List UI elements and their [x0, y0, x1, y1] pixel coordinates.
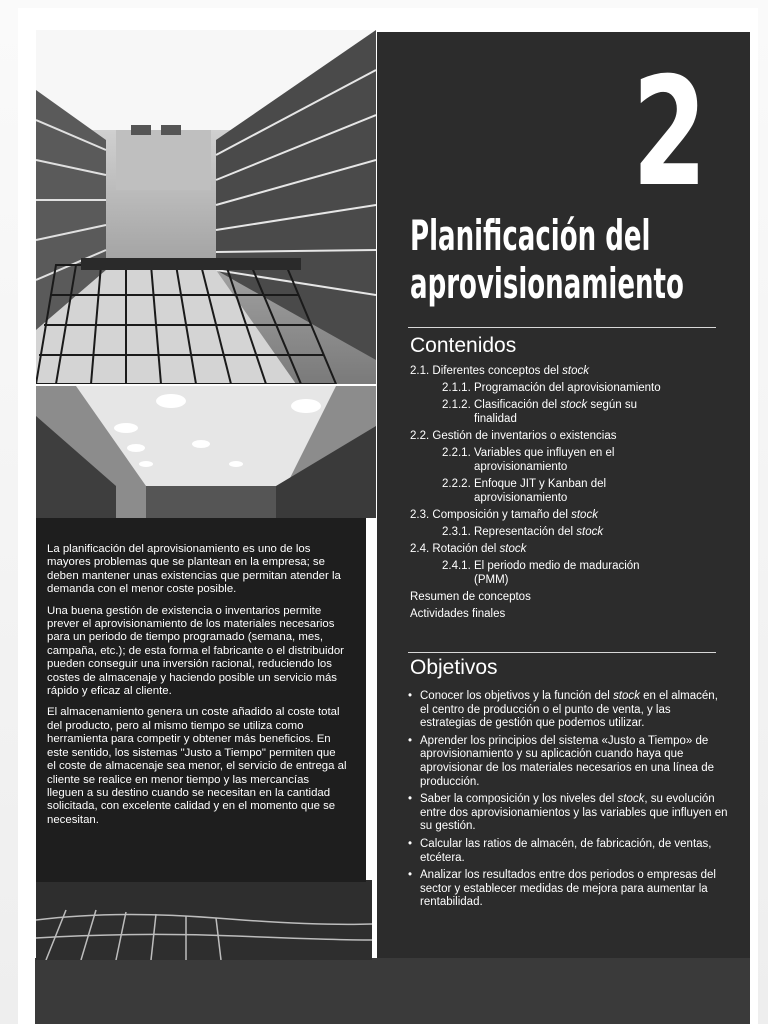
contents-item-text: Diferentes conceptos del: [432, 365, 563, 377]
objective-item: [408, 838, 730, 865]
contents-heading: Contenidos: [410, 334, 517, 357]
contents-item-number: 2.2.: [410, 430, 430, 442]
contents-item-emphasis: stock: [571, 509, 598, 521]
contents-item: [410, 508, 730, 522]
contents-item: [410, 590, 730, 604]
objective-text: en el almacén, el centro de producción o el punto de venta, y las estrategias de gestión que podemos utilizar.: [420, 690, 718, 730]
intro-paragraph: Una buena gestión de existencia o inventarios permite prever el aprovisionamiento de los materiales necesarios para un periodo de tiempo programado (semana, mes, campaña, etc.); de esta forma el fabricante o el distribuidor pueden conseguir una inversión racional, reduciendo los costes de almacenaje y haciendo posible un servicio más rápido y eficaz al cliente.: [47, 604, 344, 698]
contents-item-text: Enfoque JIT y Kanban del: [473, 478, 607, 490]
contents-item: [410, 542, 730, 556]
contents-list: [410, 364, 730, 624]
contents-item-text: Clasificación del: [473, 399, 561, 411]
contents-item-text: Composición y tamaño del: [432, 509, 572, 521]
objective-text: Aprender los principios del sistema «Justo a Tiempo» de aprovisionamiento y su aplicación cuando haya que aprovisionar de los materiales necesarios en una línea de producción.: [420, 734, 715, 788]
contents-item-emphasis: stock: [562, 365, 590, 377]
contents-item: [410, 446, 730, 474]
intro-paragraph: La planificación del aprovisionamiento es uno de los mayores problemas que se plantean en la empresa; se deben mantener unas existencias que permitan atender la demanda con el menor coste posible.: [47, 543, 341, 596]
objective-item: [408, 690, 730, 731]
contents-item-number: 2.2.2.: [442, 478, 471, 490]
contents-item: [410, 559, 730, 587]
contents-item-number: 2.4.1.: [442, 560, 471, 572]
contents-item-number: 2.2.1.: [442, 447, 471, 459]
contents-item-text: El periodo medio de maduración: [473, 560, 640, 572]
objective-text: , su evolución entre dos aprovisionamientos y las variables que influyen en su gestión.: [420, 793, 728, 833]
chapter-number: 2: [632, 46, 708, 220]
contents-item-continuation: aprovisionamiento: [474, 492, 568, 504]
objectives-list: [408, 690, 730, 914]
objective-item: [408, 793, 730, 834]
contents-item: [410, 398, 730, 426]
contents-item-emphasis: stock: [560, 399, 588, 411]
objective-text: Calcular las ratios de almacén, de fabricación, de ventas, etcétera.: [420, 837, 712, 864]
contents-item: [410, 525, 730, 539]
contents-item-continuation: aprovisionamiento: [474, 461, 568, 473]
contents-item-number: 2.1.2.: [442, 399, 471, 411]
contents-item-continuation: finalidad: [474, 413, 517, 425]
contents-item-text: Representación del: [473, 526, 577, 538]
supermarket-aisle-photo: [36, 30, 376, 384]
contents-item-number: 2.4.: [410, 543, 430, 555]
objective-emphasis: stock: [617, 793, 645, 806]
contents-item-continuation: (PMM): [474, 574, 509, 586]
objective-item: [408, 869, 730, 910]
contents-item-text: Gestión de inventarios o existencias: [432, 430, 617, 442]
objective-text: Analizar los resultados entre dos periodos o empresas del sector y establecer medidas de mejora para aumentar la rentabilidad.: [420, 869, 716, 909]
contents-item-text: Rotación del: [432, 543, 500, 555]
intro-paragraph: El almacenamiento genera un coste añadido al coste total del producto, pero al mismo tiempo se utiliza como herramienta para competir y obtener más beneficios. En este sentido, los sistemas "Justo a Tiempo" permiten que el coste de almacenaje sea menor, el servicio de entrega al cliente se realice en menor tiempo y las mercancías lleguen a su destino cuando se necesitan en la cantidad solicitada, con excelente calidad y en el momento que se necesitan.: [47, 706, 347, 826]
intro-text: [47, 543, 347, 835]
objectives-heading: Objetivos: [410, 656, 498, 679]
contents-item-emphasis: stock: [499, 543, 527, 555]
chapter-title-line: Planificación del: [410, 211, 651, 260]
contents-item-number: 2.3.1.: [442, 526, 471, 538]
contents-item-text: Actividades finales: [410, 608, 506, 620]
objective-emphasis: stock: [613, 690, 640, 702]
objective-item: [408, 735, 730, 789]
contents-item-text: Programación del aprovisionamiento: [473, 382, 661, 394]
divider: [408, 652, 716, 653]
contents-item: [410, 477, 730, 505]
contents-item: [410, 607, 730, 621]
divider: [408, 327, 716, 328]
cart-handle-photo: [36, 880, 372, 960]
objective-text: Conocer los objetivos y la función del: [420, 690, 614, 702]
contents-item-number: 2.1.: [410, 365, 430, 377]
contents-item-text: según su: [587, 399, 637, 411]
chapter-title-line: aprovisionamiento: [410, 259, 684, 308]
store-ceiling-photo: [36, 386, 376, 518]
contents-item-number: 2.3.: [410, 509, 430, 521]
chapter-title: [410, 212, 684, 308]
objective-text: Saber la composición y los niveles del: [420, 793, 618, 806]
contents-item: [410, 364, 730, 378]
contents-item-number: 2.1.1.: [442, 382, 471, 394]
bottom-band: [35, 958, 750, 1024]
contents-item-text: Resumen de conceptos: [410, 591, 531, 603]
contents-item: [410, 429, 730, 443]
contents-item: [410, 381, 730, 395]
contents-item-emphasis: stock: [576, 526, 604, 538]
contents-item-text: Variables que influyen en el: [473, 447, 615, 459]
